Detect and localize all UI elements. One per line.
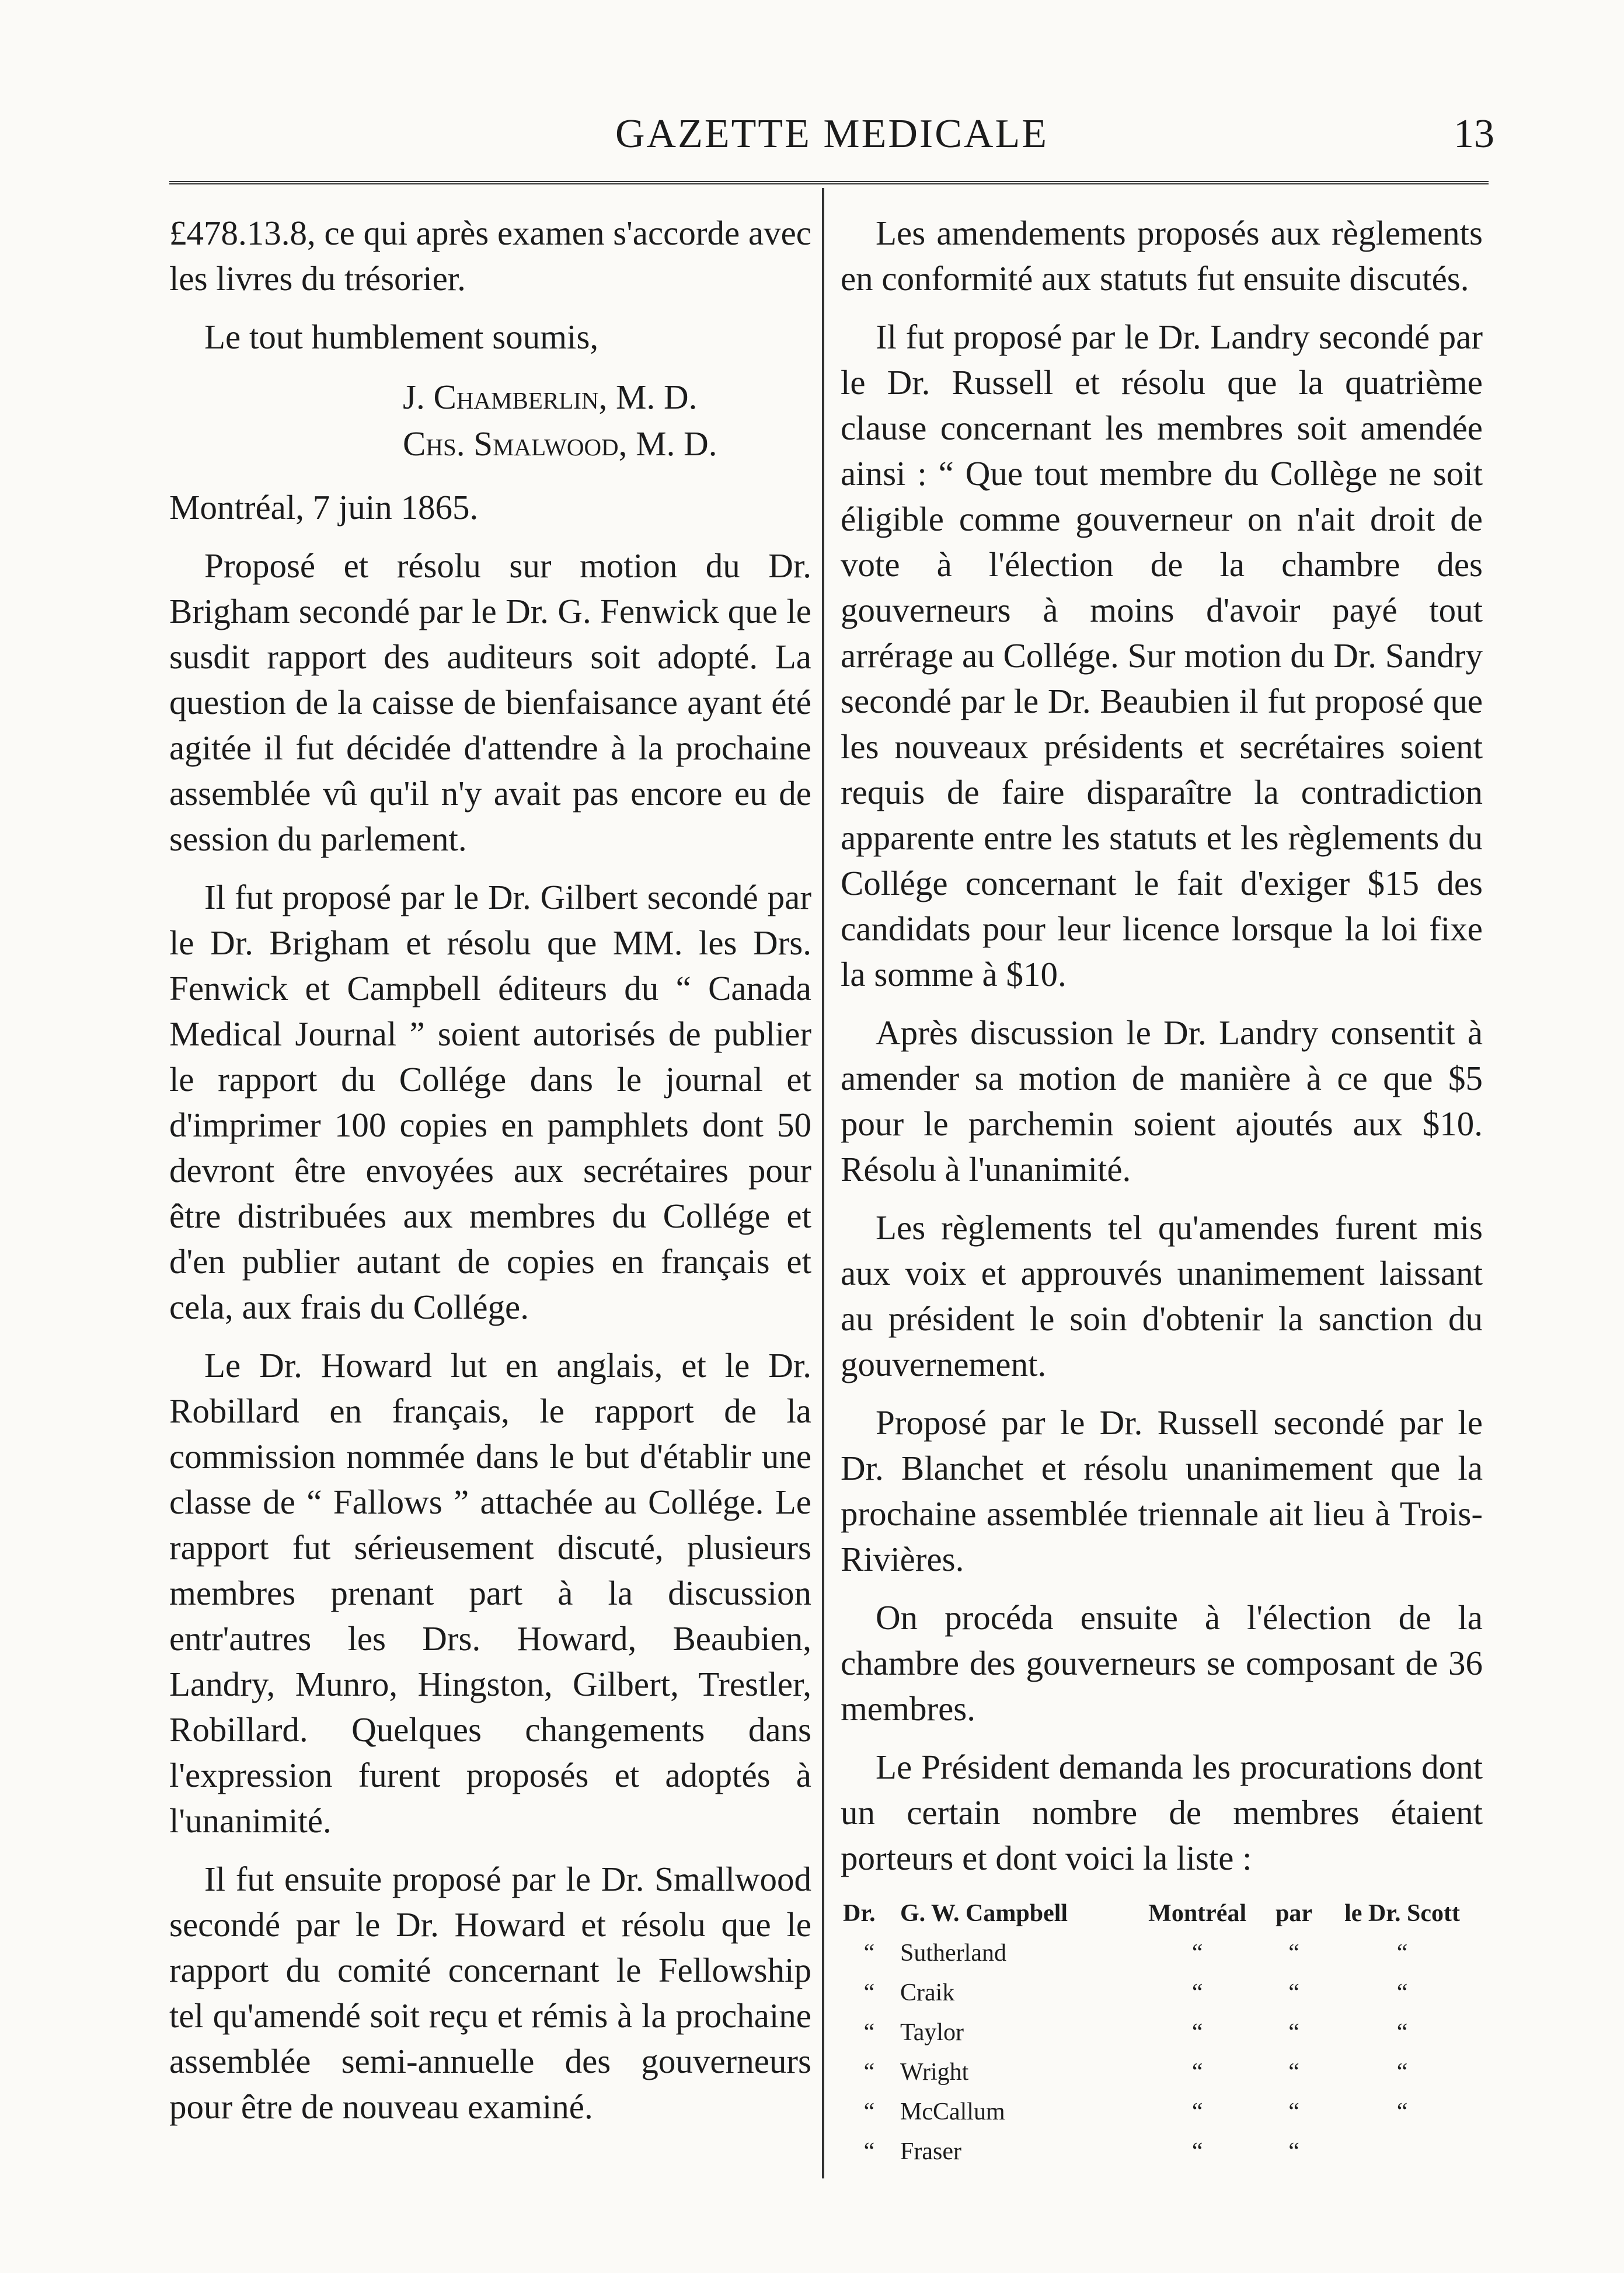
paragraph: Il fut ensuite proposé par le Dr. Smallwood secondé par le Dr. Howard et résolu que le rapport du comité concernant le Fellowship tel qu'amendé soit reçu et rémis à la prochaine assemblée semi-annuelle des gouverneurs pour être de nouveau examiné. (169, 1860, 811, 2126)
table-cell: “ (1191, 2138, 1203, 2165)
proxy-list-table (841, 1894, 1483, 2171)
header-cell: par (1275, 1900, 1313, 1927)
table-cell: “ (863, 2059, 875, 2086)
header-cell: le Dr. Scott (1344, 1900, 1461, 1927)
header-cell: Dr. (843, 1900, 876, 1927)
paragraph: Après discussion le Dr. Landry consentit à amender sa motion de manière à ce que $5 pour le parchemin soient ajoutés aux $10. Résolu à l'unanimité. (841, 1013, 1483, 1188)
table-cell: “ (1191, 2098, 1203, 2125)
table-cell: “ (863, 2138, 875, 2165)
paragraph: On procéda ensuite à l'élection de la chambre des gouverneurs se composant de 36 membres. (841, 1598, 1483, 1728)
column-divider (822, 188, 824, 2178)
table-cell: “ (1191, 2019, 1203, 2046)
table-cell: “ (1288, 2019, 1299, 2046)
table-row (841, 1933, 1483, 1973)
paragraph: Le Dr. Howard lut en anglais, et le Dr. Robillard en français, le rapport de la commission nommée dans le but d'établir une classe de “ Fallows ” attachée au Collége. Le rapport fut sérieusement discuté, plusieurs membres prenant part à la discussion entr'autres les Drs. Howard, Beaubien, Landry, Munro, Hingston, Gilbert, Trestler, Robillard. Quelques changements dans l'expression furent proposés et adoptés à l'unanimité. (169, 1346, 811, 1840)
table-cell: “ (1396, 2098, 1408, 2125)
paragraph: £478.13.8, ce qui après examen s'accorde avec les livres du trésorier. (169, 214, 811, 298)
paragraph: Proposé par le Dr. Russell secondé par le Dr. Blanchet et résolu unanimement que la prochaine assemblée triennale ait lieu à Trois-Rivières. (841, 1403, 1483, 1578)
left-column (169, 210, 811, 2142)
table-cell: Craik (900, 1979, 955, 2006)
table-cell: “ (1288, 1979, 1299, 2006)
table-row (841, 2052, 1483, 2092)
table-cell: “ (1396, 1940, 1408, 1967)
page-header (169, 105, 1494, 169)
table-cell: “ (1191, 1979, 1203, 2006)
place-date: Montréal, 7 juin 1865. (169, 488, 479, 527)
paragraph: Les règlements tel qu'amendes furent mis aux voix et approuvés unanimement laissant au président le soin d'obtenir la sanction du gouvernement. (841, 1208, 1483, 1383)
table-cell: “ (863, 2098, 875, 2125)
paragraph: Il fut proposé par le Dr. Landry secondé par le Dr. Russell et résolu que la quatrième clause concernant les membres soit amendée ainsi : “ Que tout membre du Collège ne soit éligible comme gouverneur on n'ait droit de vote à l'élection de la chambre des gouverneurs à moins d'avoir payé tout arrérage au Collége. Sur motion du Dr. Sandry secondé par le Dr. Beaubien il fut proposé que les nouveaux présidents et secrétaires soient requis de faire disparaître la contradiction apparente entre les statuts et les règlements du Collége concernant le fait d'exiger $15 des candidats pour leur licence lorsque la loi fixe la somme à $10. (841, 318, 1483, 993)
paragraph: Proposé et résolu sur motion du Dr. Brigham secondé par le Dr. G. Fenwick que le susdit rapport des auditeurs soit adopté. La question de la caisse de bienfaisance ayant été agitée il fut décidée d'attendre à la prochaine assemblée vû qu'il n'y avait pas encore eu de session du parlement. (169, 546, 811, 858)
header-cell: G. W. Campbell (900, 1900, 1068, 1927)
table-cell: “ (1191, 2059, 1203, 2086)
signatures (403, 374, 811, 467)
table-cell: “ (1396, 1979, 1408, 2006)
table-cell: “ (1288, 2098, 1299, 2125)
table-cell: “ (863, 1940, 875, 1967)
table-row (841, 2132, 1483, 2171)
table-cell: “ (1396, 2019, 1408, 2046)
signature-smalwood: Chs. Smalwood, M. D. (403, 424, 717, 463)
table-cell: Taylor (900, 2019, 964, 2046)
signature-chamberlin: J. Chamberlin, M. D. (403, 378, 698, 416)
paragraph: Il fut proposé par le Dr. Gilbert secondé par le Dr. Brigham et résolu que MM. les Drs. Fenwick et Campbell éditeurs du “ Canada Medical Journal ” soient autorisés de publier le rapport du Collége dans le journal et d'imprimer 100 copies en pamphlets dont 50 devront être envoyées aux secrétaires pour être distribuées aux membres du Collége et d'en publier autant de copies en français et cela, aux frais du Collége. (169, 878, 811, 1326)
table-cell: Fraser (900, 2138, 961, 2165)
table-header-row (841, 1894, 1483, 1933)
paragraph: Le Président demanda les procurations dont un certain nombre de membres étaient porteurs et dont voici la liste : (841, 1748, 1483, 1877)
table-cell: Sutherland (900, 1940, 1006, 1967)
table-cell: “ (1288, 1940, 1299, 1967)
table-cell: “ (1396, 2059, 1408, 2086)
closing-line: Le tout humblement soumis, (204, 318, 599, 356)
running-title: GAZETTE MEDICALE (615, 111, 1049, 156)
table-cell: “ (1288, 2138, 1299, 2165)
header-rule (169, 181, 1489, 184)
table-cell: Wright (900, 2059, 969, 2086)
right-column (841, 210, 1483, 2171)
header-cell: Montréal (1148, 1900, 1247, 1927)
page-number: 13 (1454, 111, 1494, 156)
table-cell (1322, 2132, 1483, 2171)
table-cell: “ (863, 1979, 875, 2006)
table-cell: McCallum (900, 2098, 1005, 2125)
table-row (841, 2013, 1483, 2052)
table-cell: “ (1191, 1940, 1203, 1967)
paragraph: Les amendements proposés aux règlements en conformité aux statuts fut ensuite discutés. (841, 214, 1483, 298)
table-row (841, 1973, 1483, 2013)
table-cell: “ (1288, 2059, 1299, 2086)
table-cell: “ (863, 2019, 875, 2046)
table-row (841, 2092, 1483, 2132)
